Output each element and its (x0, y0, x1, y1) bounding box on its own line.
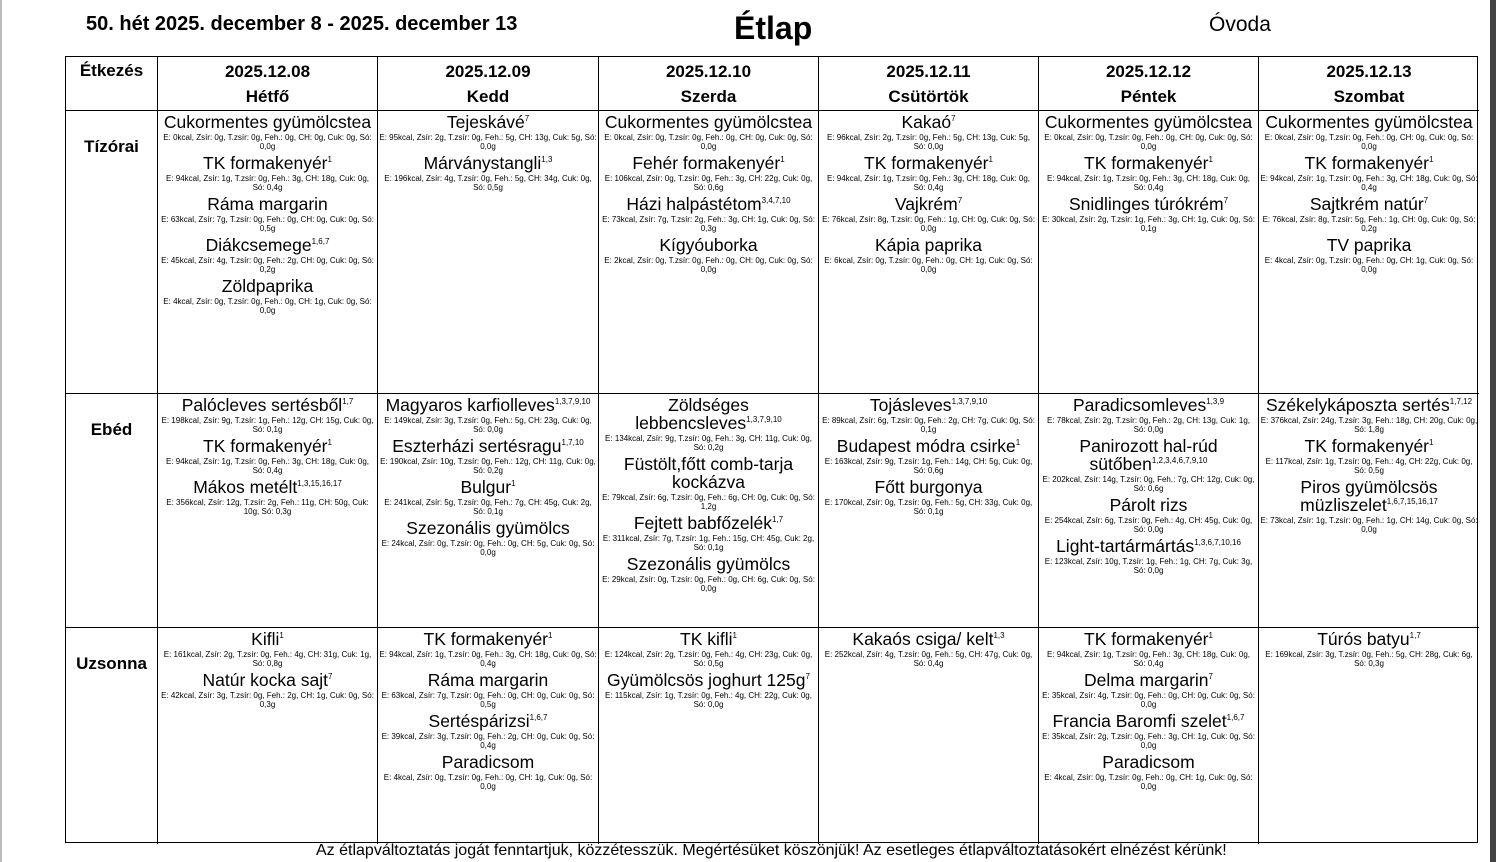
dish-name-text: Natúr kocka sajt (202, 670, 328, 690)
allergen-codes: 1,3,6,7,10,16 (1194, 538, 1241, 548)
allergen-codes: 7 (957, 196, 963, 206)
nutrition-info: E: 73kcal, Zsír: 7g, T.zsír: 2g, Feh.: 3g, CH: 1g, Cuk: 0g, Só: 0,3g (602, 215, 815, 233)
allergen-codes: 7 (328, 672, 333, 682)
allergen-codes: 1 (327, 438, 332, 448)
allergen-codes: 1 (548, 631, 553, 641)
dish-name (1259, 478, 1479, 514)
dish-name (158, 437, 377, 455)
dish-name-text: Kígyóuborka (659, 235, 758, 255)
dish-name (819, 437, 1038, 455)
dish-name-text: Cukormentes gyümölcstea (604, 112, 813, 132)
dish-name-text: Kakaós csiga/ kelt (852, 629, 994, 649)
nutrition-info: E: 78kcal, Zsír: 2g, T.zsír: 0g, Feh.: 2g, CH: 13g, Cuk: 1g, Só: 0,0g (1046, 416, 1251, 434)
menu-cell (378, 394, 599, 628)
dish-name (599, 154, 818, 172)
dish-name (1259, 396, 1479, 414)
nutrition-info: E: 73kcal, Zsír: 1g, T.zsír: 0g, Feh.: 1g, CH: 14g, Cuk: 0g, Só: 0,0g (1260, 516, 1478, 534)
dish-name (158, 236, 377, 254)
day-header (1039, 57, 1259, 111)
dish-name (599, 630, 818, 648)
menu-cell (819, 111, 1039, 394)
allergen-codes: 1 (780, 155, 785, 165)
dish-name-text: Sertéspárizsi (428, 711, 530, 731)
day-date: 2025.12.11 (886, 62, 971, 81)
day-date: 2025.12.10 (665, 62, 752, 81)
dish-name-text: TK formakenyér (1304, 153, 1430, 173)
dish-name-text: TK formakenyér (203, 153, 328, 173)
dish-name (158, 113, 377, 131)
allergen-codes: 7 (805, 672, 810, 682)
allergen-codes: 7 (1223, 196, 1229, 206)
allergen-codes: 1 (1208, 631, 1213, 641)
day-header (599, 57, 819, 111)
dish-name-text: Mákos metélt (193, 477, 298, 497)
dish-name (819, 478, 1038, 496)
dish-name (599, 555, 818, 573)
dish-name-text: TK formakenyér (864, 153, 989, 173)
day-date: 2025.12.08 (224, 62, 311, 81)
menu-cell (1039, 111, 1259, 394)
nutrition-info: E: 149kcal, Zsír: 3g, T.zsír: 0g, Feh.: 5g, CH: 23g, Cuk: 0g, Só: 0,0g (384, 416, 592, 434)
allergen-codes: 1,3,9 (1206, 397, 1225, 407)
dish-name (819, 195, 1038, 213)
dish-name-text: Márványstangli (423, 153, 542, 173)
nutrition-info: E: 0kcal, Zsír: 0g, T.zsír: 0g, Feh.: 0g, CH: 0g, Cuk: 0g, Só: 0,0g (1264, 133, 1474, 151)
dish-name-text: Füstölt,főtt comb-tarja kockázva (623, 454, 794, 492)
nutrition-info: E: 35kcal, Zsír: 4g, T.zsír: 0g, Feh.: 0g, CH: 0g, Cuk: 0g, Só: 0,0g (1042, 691, 1255, 709)
dish-name-text: Vajkrém (894, 194, 958, 214)
nutrition-info: E: 134kcal, Zsír: 9g, T.zsír: 0g, Feh.: 3g, CH: 11g, Cuk: 0g, Só: 0,2g (605, 434, 812, 452)
nutrition-info: E: 202kcal, Zsír: 14g, T.zsír: 0g, Feh.: 7g, CH: 12g, Cuk: 0g, Só: 0,6g (1042, 475, 1255, 493)
dish-name (158, 478, 377, 496)
site-name: Óvoda (1209, 13, 1271, 36)
day-header (158, 57, 378, 111)
nutrition-info: E: 4kcal, Zsír: 0g, T.zsír: 0g, Feh.: 0g, CH: 1g, Cuk: 0g, Só: 0,0g (1264, 256, 1474, 274)
dish-name (1259, 154, 1479, 172)
nutrition-info: E: 63kcal, Zsír: 7g, T.zsír: 0g, Feh.: 0g, CH: 0g, Cuk: 0g, Só: 0,5g (161, 215, 374, 233)
nutrition-info: E: 196kcal, Zsír: 4g, T.zsír: 0g, Feh.: 5g, CH: 34g, Cuk: 0g, Só: 0,5g (384, 174, 592, 192)
menu-cell (1259, 394, 1479, 628)
dish-name (158, 396, 377, 414)
dish-name-text: Light-tartármártás (1056, 536, 1195, 556)
dish-name-text: TK formakenyér (1084, 153, 1209, 173)
dish-name (378, 712, 598, 730)
dish-name (819, 113, 1038, 131)
nutrition-info: E: 169kcal, Zsír: 3g, T.zsír: 0g, Feh.: 5g, CH: 28g, Cuk: 6g, Só: 0,3g (1265, 650, 1473, 668)
dish-name (599, 514, 818, 532)
allergen-codes: 1,6,7 (311, 237, 330, 247)
nutrition-info: E: 24kcal, Zsír: 0g, T.zsír: 0g, Feh.: 0g, CH: 5g, Cuk: 0g, Só: 0,0g (381, 539, 595, 557)
nutrition-info: E: 94kcal, Zsír: 1g, T.zsír: 0g, Feh.: 3g, CH: 18g, Cuk: 0g, Só: 0,4g (379, 650, 597, 668)
menu-cell (599, 111, 819, 394)
day-name: Szerda (680, 87, 737, 106)
dish-name-text: Eszterházi sertésragu (392, 436, 562, 456)
dish-name (1039, 712, 1258, 730)
day-name: Hétfő (245, 87, 290, 106)
dish-name (1259, 437, 1479, 455)
footer-note: Az étlapváltoztatás jogát fenntartjuk, közzétesszük. Megértésüket köszönjük! Az esetleges étlapváltoztatásokért elnézést kérünk! (316, 842, 1227, 859)
day-name: Szombat (1333, 87, 1405, 106)
dish-name (158, 671, 377, 689)
allergen-codes: 1,2,3,4,6,7,9,10 (1151, 456, 1208, 466)
dish-name (378, 396, 598, 414)
dish-name-text: Diákcsemege (205, 235, 312, 255)
dish-name (599, 113, 818, 131)
nutrition-info: E: 0kcal, Zsír: 0g, T.zsír: 0g, Feh.: 0g, CH: 0g, Cuk: 0g, Só: 0,0g (1044, 133, 1253, 151)
allergen-codes: 1 (327, 155, 332, 165)
allergen-codes: 1,6,7,15,16,17 (1386, 497, 1438, 507)
allergen-codes: 1,7,10 (561, 438, 584, 448)
dish-name-text: Szezonális gyümölcs (406, 518, 570, 538)
menu-cell (599, 394, 819, 628)
nutrition-info: E: 76kcal, Zsír: 8g, T.zsír: 0g, Feh.: 1g, CH: 0g, Cuk: 0g, Só: 0,0g (822, 215, 1035, 233)
nutrition-info: E: 4kcal, Zsír: 0g, T.zsír: 0g, Feh.: 0g, CH: 1g, Cuk: 0g, Só: 0,0g (1044, 773, 1253, 791)
allergen-codes: 1 (988, 155, 993, 165)
allergen-codes: 1 (732, 631, 737, 641)
nutrition-info: E: 241kcal, Zsír: 5g, T.zsír: 0g, Feh.: 7g, CH: 45g, Cuk: 2g, Só: 0,1g (384, 498, 592, 516)
menu-cell (1259, 111, 1479, 394)
dish-name (1039, 195, 1258, 213)
dish-name-text: Cukormentes gyümölcstea (163, 112, 372, 132)
dish-name-text: Paradicsom (1102, 752, 1195, 772)
dish-name (599, 671, 818, 689)
dish-name-text: Snidlinges túrókrém (1068, 194, 1224, 214)
page-scrollbar[interactable] (1490, 0, 1496, 862)
dish-name-text: TK kifli (680, 629, 733, 649)
dish-name-text: Ráma margarin (427, 670, 549, 690)
nutrition-info: E: 0kcal, Zsír: 0g, T.zsír: 0g, Feh.: 0g, CH: 0g, Cuk: 0g, Só: 0,0g (163, 133, 372, 151)
menu-cell (158, 394, 378, 628)
nutrition-info: E: 163kcal, Zsír: 9g, T.zsír: 1g, Feh.: 14g, CH: 5g, Cuk: 0g, Só: 0,6g (824, 457, 1033, 475)
dish-name-text: Paradicsom (441, 752, 535, 772)
allergen-codes: 1,3 (541, 155, 553, 165)
dish-name-text: Bulgur (460, 477, 512, 497)
menu-cell (158, 628, 378, 844)
nutrition-info: E: 356kcal, Zsír: 12g, T.zsír: 2g, Feh.: 11g, CH: 50g, Cuk: 10g, Só: 0,3g (166, 498, 369, 516)
allergen-codes: 1,7 (342, 397, 354, 407)
nutrition-info: E: 6kcal, Zsír: 0g, T.zsír: 0g, Feh.: 0g, CH: 1g, Cuk: 0g, Só: 0,0g (824, 256, 1033, 274)
allergen-codes: 7 (524, 114, 530, 124)
menu-cell (158, 111, 378, 394)
menu-cell (819, 394, 1039, 628)
dish-name-text: TK formakenyér (1304, 436, 1430, 456)
page-title: Étlap (734, 10, 813, 46)
dish-name (1039, 437, 1258, 473)
dish-name-text: Szezonális gyümölcs (626, 554, 791, 574)
dish-name (378, 478, 598, 496)
day-header (1259, 57, 1479, 111)
nutrition-info: E: 106kcal, Zsír: 0g, T.zsír: 0g, Feh.: 3g, CH: 22g, Cuk: 0g, Só: 0,6g (604, 174, 813, 192)
nutrition-info: E: 39kcal, Zsír: 3g, T.zsír: 0g, Feh.: 2g, CH: 0g, Cuk: 0g, Só: 0,4g (381, 732, 595, 750)
dish-name-text: TV paprika (1326, 235, 1412, 255)
dish-name (378, 630, 598, 648)
dish-name (378, 437, 598, 455)
nutrition-info: E: 42kcal, Zsír: 3g, T.zsír: 0g, Feh.: 2g, CH: 1g, Cuk: 0g, Só: 0,3g (161, 691, 374, 709)
dish-name-text: Budapest módra csirke (836, 436, 1016, 456)
dish-name-text: Kifli (251, 629, 280, 649)
allergen-codes: 1,6,7 (1226, 713, 1245, 723)
allergen-codes: 1 (1429, 155, 1434, 165)
dish-name (378, 753, 598, 771)
dish-name (158, 277, 377, 295)
day-header (819, 57, 1039, 111)
dish-name-text: Főtt burgonya (874, 477, 983, 497)
dish-name (599, 455, 818, 491)
allergen-codes: 1,7,12 (1449, 397, 1473, 407)
nutrition-info: E: 35kcal, Zsír: 2g, T.zsír: 0g, Feh.: 3g, CH: 1g, Cuk: 0g, Só: 0,0g (1042, 732, 1255, 750)
nutrition-info: E: 376kcal, Zsír: 24g, T.zsír: 3g, Feh.: 18g, CH: 20g, Cuk: 0g, Só: 1,8g (1260, 416, 1478, 434)
nutrition-info: E: 94kcal, Zsír: 1g, T.zsír: 0g, Feh.: 3g, CH: 18g, Cuk: 0g, Só: 0,4g (1046, 650, 1251, 668)
dish-name (1039, 154, 1258, 172)
meal-label: Tízórai (66, 111, 158, 394)
nutrition-info: E: 79kcal, Zsír: 6g, T.zsír: 0g, Feh.: 6g, CH: 0g, Cuk: 0g, Só: 1,2g (602, 493, 815, 511)
dish-name (1259, 113, 1479, 131)
day-date: 2025.12.12 (1105, 62, 1192, 81)
nutrition-info: E: 94kcal, Zsír: 1g, T.zsír: 0g, Feh.: 3g, CH: 18g, Cuk: 0g, Só: 0,4g (1260, 174, 1478, 192)
meal-label: Uzsonna (66, 628, 158, 844)
dish-name (378, 154, 598, 172)
menu-cell (1039, 394, 1259, 628)
dish-name-text: Párolt rizs (1109, 495, 1188, 515)
dish-name-text: Gyümölcsös joghurt 125g (607, 670, 806, 690)
nutrition-info: E: 94kcal, Zsír: 1g, T.zsír: 0g, Feh.: 3g, CH: 18g, Cuk: 0g, Só: 0,4g (165, 457, 370, 475)
dish-name (1259, 630, 1479, 648)
dish-name (599, 195, 818, 213)
allergen-codes: 1 (511, 479, 516, 489)
dish-name-text: Székelykáposzta sertés (1265, 395, 1450, 415)
nutrition-info: E: 252kcal, Zsír: 4g, T.zsír: 0g, Feh.: 5g, CH: 47g, Cuk: 0g, Só: 0,4g (824, 650, 1033, 668)
allergen-codes: 1,3,7,9,10 (746, 415, 782, 425)
dish-name-text: TK formakenyér (1084, 629, 1209, 649)
nutrition-info: E: 29kcal, Zsír: 0g, T.zsír: 0g, Feh.: 0g, CH: 6g, Cuk: 0g, Só: 0,0g (602, 575, 815, 593)
dish-name-text: Paradicsomleves (1072, 395, 1207, 415)
dish-name (158, 630, 377, 648)
menu-cell (378, 628, 599, 844)
allergen-codes: 7 (951, 114, 956, 124)
dish-name (378, 671, 598, 689)
dish-name-text: Palócleves sertésből (181, 395, 343, 415)
nutrition-info: E: 94kcal, Zsír: 1g, T.zsír: 0g, Feh.: 3g, CH: 18g, Cuk: 0g, Só: 0,4g (826, 174, 1031, 192)
dish-name (1039, 753, 1258, 771)
allergen-codes: 1 (1429, 438, 1434, 448)
nutrition-info: E: 63kcal, Zsír: 7g, T.zsír: 0g, Feh.: 0g, CH: 0g, Cuk: 0g, Só: 0,5g (381, 691, 595, 709)
dish-name (378, 519, 598, 537)
dish-name-text: Panirozott hal-rúd sütőben (1079, 436, 1218, 474)
dish-name-text: Piros gyümölcsös müzliszelet (1300, 477, 1438, 515)
dish-name (1259, 236, 1479, 254)
nutrition-info: E: 96kcal, Zsír: 2g, T.zsír: 0g, Feh.: 5g, CH: 13g, Cuk: 5g, Só: 0,0g (826, 133, 1031, 151)
dish-name (819, 630, 1038, 648)
nutrition-info: E: 170kcal, Zsír: 0g, T.zsír: 0g, Feh.: 5g, CH: 33g, Cuk: 0g, Só: 0,1g (824, 498, 1033, 516)
menu-cell (1039, 628, 1259, 844)
menu-cell (599, 628, 819, 844)
nutrition-info: E: 95kcal, Zsír: 2g, T.zsír: 0g, Feh.: 5g, CH: 13g, Cuk: 5g, Só: 0,0g (379, 133, 597, 151)
dish-name (819, 396, 1038, 414)
dish-name (1039, 537, 1258, 555)
day-name: Kedd (466, 87, 510, 106)
dish-name (819, 236, 1038, 254)
menu-cell (1259, 628, 1479, 844)
menu-cell (378, 111, 599, 394)
menu-cell (819, 628, 1039, 844)
dish-name-text: Kakaó (901, 112, 952, 132)
allergen-codes: 3,4,7,10 (761, 196, 791, 206)
dish-name-text: TK formakenyér (203, 436, 328, 456)
nutrition-info: E: 115kcal, Zsír: 1g, T.zsír: 0g, Feh.: 4g, CH: 22g, Cuk: 0g, Só: 0,0g (605, 691, 812, 709)
allergen-codes: 1 (1015, 438, 1021, 448)
nutrition-info: E: 254kcal, Zsír: 6g, T.zsír: 0g, Feh.: 4g, CH: 45g, Cuk: 0g, Só: 0,0g (1044, 516, 1253, 534)
dish-name-text: Ráma margarin (207, 194, 328, 214)
dish-name-text: Magyaros karfiolleves (385, 395, 555, 415)
nutrition-info: E: 2kcal, Zsír: 0g, T.zsír: 0g, Feh.: 0g, CH: 0g, Cuk: 0g, Só: 0,0g (604, 256, 813, 274)
dish-name (158, 154, 377, 172)
dish-name-text: Házi halpástétom (626, 194, 762, 214)
allergen-codes: 1,7 (772, 515, 784, 525)
page-edge-left (0, 0, 2, 862)
nutrition-info: E: 94kcal, Zsír: 1g, T.zsír: 0g, Feh.: 3g, CH: 18g, Cuk: 0g, Só: 0,4g (165, 174, 370, 192)
dish-name (158, 195, 377, 213)
dish-name-text: TK formakenyér (423, 629, 549, 649)
dish-name (1039, 671, 1258, 689)
dish-name-text: Cukormentes gyümölcstea (1044, 112, 1253, 132)
dish-name (1039, 630, 1258, 648)
dish-name (1039, 496, 1258, 514)
allergen-codes: 1,3,7,9,10 (554, 397, 591, 407)
nutrition-info: E: 4kcal, Zsír: 0g, T.zsír: 0g, Feh.: 0g, CH: 1g, Cuk: 0g, Só: 0,0g (383, 773, 593, 791)
allergen-codes: 1,3 (993, 631, 1005, 641)
dish-name-text: Cukormentes gyümölcstea (1265, 112, 1473, 132)
day-date: 2025.12.09 (445, 62, 531, 81)
nutrition-info: E: 4kcal, Zsír: 0g, T.zsír: 0g, Feh.: 0g, CH: 1g, Cuk: 0g, Só: 0,0g (163, 297, 372, 315)
meal-label: Ebéd (66, 394, 158, 628)
nutrition-info: E: 161kcal, Zsír: 2g, T.zsír: 0g, Feh.: 4g, CH: 31g, Cuk: 1g, Só: 0,8g (163, 650, 372, 668)
dish-name (819, 154, 1038, 172)
nutrition-info: E: 124kcal, Zsír: 2g, T.zsír: 0g, Feh.: 4g, CH: 23g, Cuk: 0g, Só: 0,5g (604, 650, 813, 668)
dish-name-text: Fehér formakenyér (632, 153, 781, 173)
nutrition-info: E: 76kcal, Zsír: 8g, T.zsír: 5g, Feh.: 1g, CH: 0g, Cuk: 0g, Só: 0,2g (1262, 215, 1476, 233)
nutrition-info: E: 89kcal, Zsír: 6g, T.zsír: 0g, Feh.: 2g, CH: 7g, Cuk: 0g, Só: 0,1g (822, 416, 1035, 434)
nutrition-info: E: 0kcal, Zsír: 0g, T.zsír: 0g, Feh.: 0g, CH: 0g, Cuk: 0g, Só: 0,0g (604, 133, 813, 151)
nutrition-info: E: 45kcal, Zsír: 4g, T.zsír: 0g, Feh.: 2g, CH: 0g, Cuk: 0g, Só: 0,2g (161, 256, 374, 274)
dish-name-text: Túrós batyu (1317, 629, 1410, 649)
dish-name-text: Francia Baromfi szelet (1052, 711, 1227, 731)
dish-name-text: Delma margarin (1084, 670, 1209, 690)
allergen-codes: 1,3,15,16,17 (297, 479, 342, 489)
allergen-codes: 1,3,7,9,10 (951, 397, 988, 407)
dish-name (1039, 396, 1258, 414)
dish-name (378, 113, 598, 131)
allergen-codes: 7 (1208, 672, 1213, 682)
nutrition-info: E: 123kcal, Zsír: 10g, T.zsír: 1g, Feh.: 1g, CH: 7g, Cuk: 3g, Só: 0,0g (1044, 557, 1253, 575)
allergen-codes: 1 (279, 631, 284, 641)
dish-name (599, 396, 818, 432)
allergen-codes: 1,7 (1409, 631, 1421, 641)
dish-name-text: Zöldpaprika (221, 276, 314, 296)
nutrition-info: E: 190kcal, Zsír: 10g, T.zsír: 0g, Feh.: 12g, CH: 11g, Cuk: 0g, Só: 0,2g (380, 457, 596, 475)
dish-name (1259, 195, 1479, 213)
dish-name-text: Kápia paprika (874, 235, 983, 255)
dish-name-text: Tejeskávé (446, 112, 525, 132)
table-corner-header: Étkezés (66, 57, 158, 111)
nutrition-info: E: 117kcal, Zsír: 1g, T.zsír: 0g, Feh.: 4g, CH: 22g, Cuk: 0g, Só: 0,5g (1265, 457, 1473, 475)
week-range: 50. hét 2025. december 8 - 2025. december 13 (86, 13, 518, 35)
day-name: Csütörtök (888, 87, 969, 106)
allergen-codes: 7 (1423, 196, 1429, 206)
nutrition-info: E: 198kcal, Zsír: 9g, T.zsír: 1g, Feh.: 12g, CH: 15g, Cuk: 0g, Só: 0,1g (161, 416, 374, 434)
nutrition-info: E: 94kcal, Zsír: 1g, T.zsír: 0g, Feh.: 3g, CH: 18g, Cuk: 0g, Só: 0,4g (1046, 174, 1251, 192)
day-date: 2025.12.13 (1326, 62, 1412, 81)
dish-name-text: Zöldséges lebbencsleves (635, 395, 749, 433)
dish-name (599, 236, 818, 254)
day-name: Péntek (1120, 87, 1177, 106)
dish-name-text: Fejtett babfőzelék (633, 513, 772, 533)
dish-name-text: Tojásleves (869, 395, 952, 415)
allergen-codes: 1 (1208, 155, 1213, 165)
dish-name (1039, 113, 1258, 131)
day-header (378, 57, 599, 111)
dish-name-text: Sajtkrém natúr (1309, 194, 1424, 214)
nutrition-info: E: 30kcal, Zsír: 2g, T.zsír: 1g, Feh.: 3g, CH: 1g, Cuk: 0g, Só: 0,1g (1042, 215, 1255, 233)
allergen-codes: 1,6,7 (529, 713, 548, 723)
nutrition-info: E: 311kcal, Zsír: 7g, T.zsír: 1g, Feh.: 15g, CH: 45g, Cuk: 2g, Só: 0,1g (602, 534, 815, 552)
menu-table (65, 56, 1478, 843)
